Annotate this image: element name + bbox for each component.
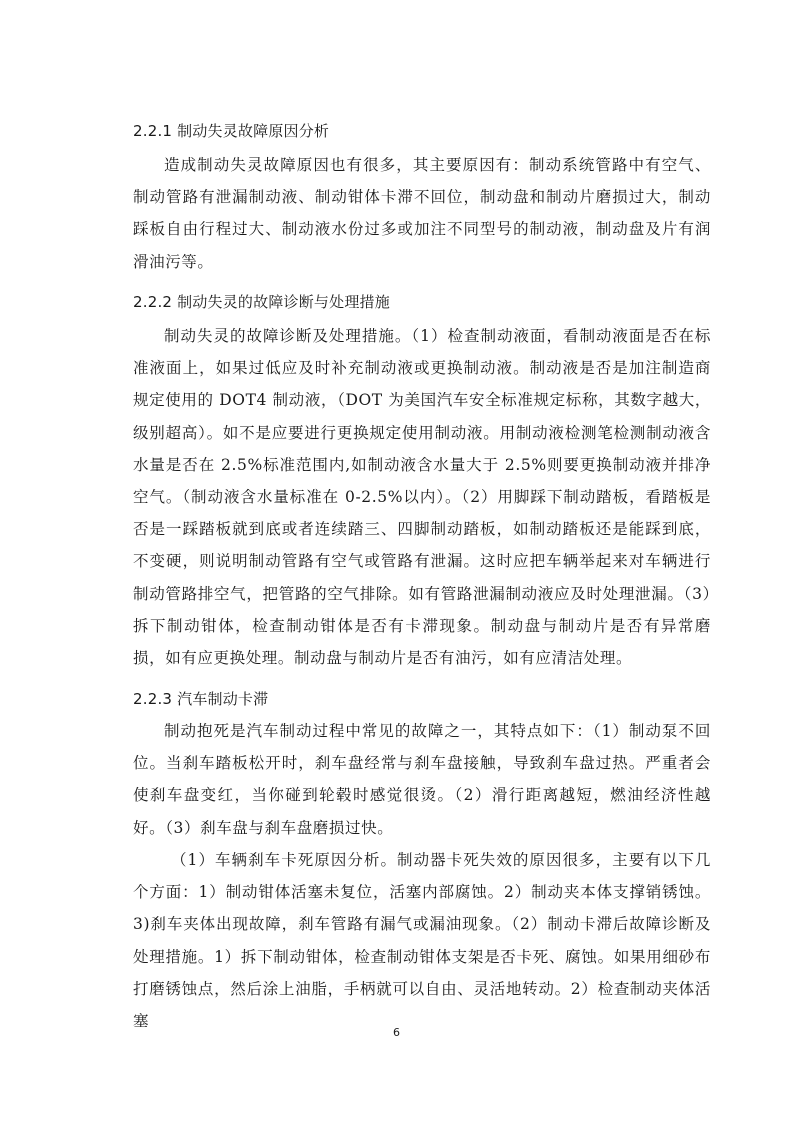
section-heading-2-2-1: 2.2.1 制动失灵故障原因分析 — [133, 122, 330, 140]
section-heading-2-2-3: 2.2.3 汽车制动卡滞 — [133, 690, 269, 708]
paragraph: （1）车辆刹车卡死原因分析。制动器卡死失效的原因很多，主要有以下几个方面：1）制动钳体活塞未复位，活塞内部腐蚀。2）制动夹本体支撑销锈蚀。3)刹车夹体出现故障，刹车管路有漏气或漏油现象。（2）制动卡滞后故障诊断及处理措施。1）拆下制动钳体，检查制动钳体支架是否卡死、腐蚀。如果用细砂布打磨锈蚀点，然后涂上油脂，手柄就可以自由、灵活地转动。2）检查制动夹体活塞 — [133, 851, 711, 1031]
paragraph: 制动抱死是汽车制动过程中常见的故障之一，其特点如下：（1）制动泵不回位。当刹车踏板松开时，刹车盘经常与刹车盘接触，导致刹车盘过热。严重者会使刹车盘变红，当你碰到轮毂时感觉很烫。（2）滑行距离越短，燃油经济性越好。（3）刹车盘与刹车盘磨损过快。 — [133, 722, 711, 837]
paragraph: 制动失灵的故障诊断及处理措施。（1）检查制动液面，看制动液面是否在标准液面上，如果过低应及时补充制动液或更换制动液。制动液是否是加注制造商规定使用的 DOT4 制动液，（DOT 为美国汽车安全标准规定标称，其数字越大，级别超高）。如不是应要进行更换规定使用制动液。用制动液检测笔检测制动液含水量是否在 2.5%标准范围内,如制动液含水量大于 2.5%则要更换制动液并排净空气。（制动液含水量标准在 0-2.5%以内）。（2）用脚踩下制动踏板，看踏板是否是一踩踏板就到底或者连续踏三、四脚制动踏板，如制动踏板还是能踩到底，不变硬，则说明制动管路有空气或管路有泄漏。这时应把车辆举起来对车辆进行制动管路排空气，把管路的空气排除。如有管路泄漏制动液应及时处理泄漏。（3）拆下制动钳体，检查制动钳体是否有卡滞现象。制动盘与制动片是否有异常磨损，如有应更换处理。制动盘与制动片是否有油污，如有应清洁处理。 — [133, 327, 711, 668]
paragraph: 造成制动失灵故障原因也有很多，其主要原因有：制动系统管路中有空气、制动管路有泄漏制动液、制动钳体卡滞不回位，制动盘和制动片磨损过大，制动踩板自由行程过大、制动液水份过多或加注不同型号的制动液，制动盘及片有润滑油污等。 — [133, 156, 711, 271]
page-number: 6 — [393, 1026, 400, 1039]
section-heading-2-2-2: 2.2.2 制动失灵的故障诊断与处理措施 — [133, 293, 390, 311]
